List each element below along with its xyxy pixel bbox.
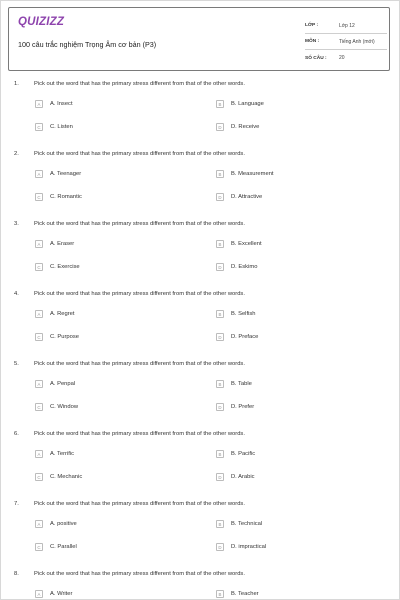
- option-label: A. Insect: [50, 101, 73, 107]
- question-number: 6.: [14, 431, 19, 437]
- option-label: B. Measurement: [231, 171, 274, 177]
- option-checkbox[interactable]: A: [35, 520, 43, 528]
- question-item: [0, 140, 400, 210]
- answer-option[interactable]: [216, 99, 264, 109]
- option-checkbox[interactable]: D: [216, 403, 224, 411]
- answer-option[interactable]: [35, 519, 77, 529]
- question-number: 3.: [14, 221, 19, 227]
- question-text: Pick out the word that has the primary stress different from that of the other words.: [34, 361, 245, 367]
- question-item: [0, 280, 400, 350]
- option-label: D. Preface: [231, 334, 259, 340]
- answer-option[interactable]: [35, 472, 82, 482]
- answer-option[interactable]: [35, 309, 75, 319]
- meta-label-grade: LỚP :: [305, 23, 319, 28]
- option-label: C. Romantic: [50, 194, 82, 200]
- option-checkbox[interactable]: A: [35, 590, 43, 598]
- option-checkbox[interactable]: C: [35, 263, 43, 271]
- answer-option[interactable]: [35, 589, 72, 599]
- answer-option[interactable]: [216, 472, 255, 482]
- question-number: 1.: [14, 81, 19, 87]
- option-checkbox[interactable]: C: [35, 543, 43, 551]
- answer-option[interactable]: [35, 449, 74, 459]
- answer-option[interactable]: [216, 519, 262, 529]
- answer-option[interactable]: [216, 192, 262, 202]
- meta-label-question-count: SỐ CÂU :: [305, 55, 327, 61]
- question-number: 5.: [14, 361, 19, 367]
- option-checkbox[interactable]: D: [216, 193, 224, 201]
- option-checkbox[interactable]: A: [35, 100, 43, 108]
- meta-value-grade: Lớp 12: [339, 22, 355, 29]
- question-item: [0, 350, 400, 420]
- option-checkbox[interactable]: B: [216, 450, 224, 458]
- option-label: B. Pacific: [231, 451, 256, 457]
- question-item: [0, 420, 400, 490]
- question-text: Pick out the word that has the primary stress different from that of the other words.: [34, 221, 245, 227]
- answer-option[interactable]: [35, 332, 79, 342]
- option-label: B. Technical: [231, 521, 263, 527]
- option-label: B. Excellent: [231, 241, 262, 247]
- meta-value-question-count: 20: [339, 55, 345, 61]
- option-checkbox[interactable]: C: [35, 193, 43, 201]
- option-label: B. Selfish: [231, 311, 256, 317]
- meta-label-subject: MÔN :: [305, 39, 320, 44]
- option-checkbox[interactable]: D: [216, 543, 224, 551]
- answer-option[interactable]: [216, 169, 274, 179]
- option-label: A. Terrific: [50, 451, 75, 457]
- option-label: D. Prefer: [231, 404, 255, 410]
- answer-option[interactable]: [35, 402, 78, 412]
- option-checkbox[interactable]: B: [216, 380, 224, 388]
- worksheet-header: [8, 7, 390, 71]
- answer-option[interactable]: [216, 309, 256, 319]
- option-label: B. Table: [231, 381, 252, 387]
- option-label: A. Penpal: [50, 381, 76, 387]
- question-text: Pick out the word that has the primary stress different from that of the other words.: [34, 151, 245, 157]
- meta-row-question-count: [305, 50, 387, 66]
- question-text: Pick out the word that has the primary stress different from that of the other words.: [34, 81, 245, 87]
- quizizz-logo: QUIZIZZ: [18, 16, 65, 28]
- answer-option[interactable]: [35, 379, 75, 389]
- question-text: Pick out the word that has the primary stress different from that of the other words.: [34, 291, 245, 297]
- question-item: [0, 210, 400, 280]
- answer-option[interactable]: [216, 379, 252, 389]
- answer-option[interactable]: [35, 99, 73, 109]
- option-checkbox[interactable]: B: [216, 240, 224, 248]
- option-checkbox[interactable]: B: [216, 590, 224, 598]
- answer-option[interactable]: [216, 332, 258, 342]
- option-label: C. Parallel: [50, 544, 77, 550]
- option-label: D. Eskimo: [231, 264, 258, 270]
- option-label: A. Regret: [50, 311, 75, 317]
- option-checkbox[interactable]: D: [216, 263, 224, 271]
- option-label: C. Window: [50, 404, 79, 410]
- option-checkbox[interactable]: D: [216, 333, 224, 341]
- answer-option[interactable]: [216, 542, 266, 552]
- option-label: A. positive: [50, 521, 77, 527]
- option-checkbox[interactable]: B: [216, 170, 224, 178]
- option-label: D. Arabic: [231, 474, 255, 480]
- answer-option[interactable]: [35, 169, 81, 179]
- option-checkbox[interactable]: B: [216, 520, 224, 528]
- option-label: A. Writer: [50, 591, 73, 597]
- option-label: D. Attractive: [231, 194, 263, 200]
- option-label: B. Teacher: [231, 591, 259, 597]
- option-checkbox[interactable]: B: [216, 100, 224, 108]
- meta-row-grade: [305, 18, 387, 34]
- question-text: Pick out the word that has the primary stress different from that of the other words.: [34, 501, 245, 507]
- option-label: D. Receive: [231, 124, 260, 130]
- question-text: Pick out the word that has the primary stress different from that of the other words.: [34, 571, 245, 577]
- option-checkbox[interactable]: C: [35, 403, 43, 411]
- option-checkbox[interactable]: A: [35, 170, 43, 178]
- option-label: B. Language: [231, 101, 264, 107]
- answer-option[interactable]: [216, 239, 262, 249]
- option-checkbox[interactable]: C: [35, 123, 43, 131]
- answer-option[interactable]: [216, 402, 254, 412]
- option-checkbox[interactable]: A: [35, 380, 43, 388]
- question-number: 8.: [14, 571, 19, 577]
- answer-option[interactable]: [35, 239, 74, 249]
- option-checkbox[interactable]: C: [35, 473, 43, 481]
- option-label: A. Eraser: [50, 241, 75, 247]
- option-label: C. Exercise: [50, 264, 80, 270]
- answer-option[interactable]: [216, 589, 259, 599]
- answer-option[interactable]: [35, 262, 80, 272]
- option-checkbox[interactable]: B: [216, 310, 224, 318]
- option-checkbox[interactable]: A: [35, 310, 43, 318]
- answer-option[interactable]: [216, 449, 255, 459]
- answer-option[interactable]: [216, 122, 259, 132]
- option-checkbox[interactable]: A: [35, 450, 43, 458]
- meta-row-subject: [305, 34, 387, 50]
- worksheet-title: 100 câu trắc nghiệm Trọng Âm cơ bản (P3): [18, 40, 157, 49]
- option-label: C. Mechanic: [50, 474, 83, 480]
- option-checkbox[interactable]: D: [216, 473, 224, 481]
- question-number: 2.: [14, 151, 19, 157]
- meta-value-subject: Tiếng Anh (mới): [339, 38, 375, 45]
- option-label: C. Purpose: [50, 334, 79, 340]
- question-item: [0, 490, 400, 560]
- option-checkbox[interactable]: D: [216, 123, 224, 131]
- question-item: [0, 70, 400, 140]
- answer-option[interactable]: [35, 542, 77, 552]
- question-number: 4.: [14, 291, 19, 297]
- option-label: A. Teenager: [50, 171, 82, 177]
- answer-option[interactable]: [35, 192, 82, 202]
- option-label: D. impractical: [231, 544, 267, 550]
- answer-option[interactable]: [35, 122, 73, 132]
- question-item: [0, 560, 400, 600]
- worksheet-meta-table: [305, 18, 387, 66]
- question-text: Pick out the word that has the primary stress different from that of the other words.: [34, 431, 245, 437]
- option-label: C. Listen: [50, 124, 73, 130]
- option-checkbox[interactable]: C: [35, 333, 43, 341]
- option-checkbox[interactable]: A: [35, 240, 43, 248]
- question-number: 7.: [14, 501, 19, 507]
- answer-option[interactable]: [216, 262, 257, 272]
